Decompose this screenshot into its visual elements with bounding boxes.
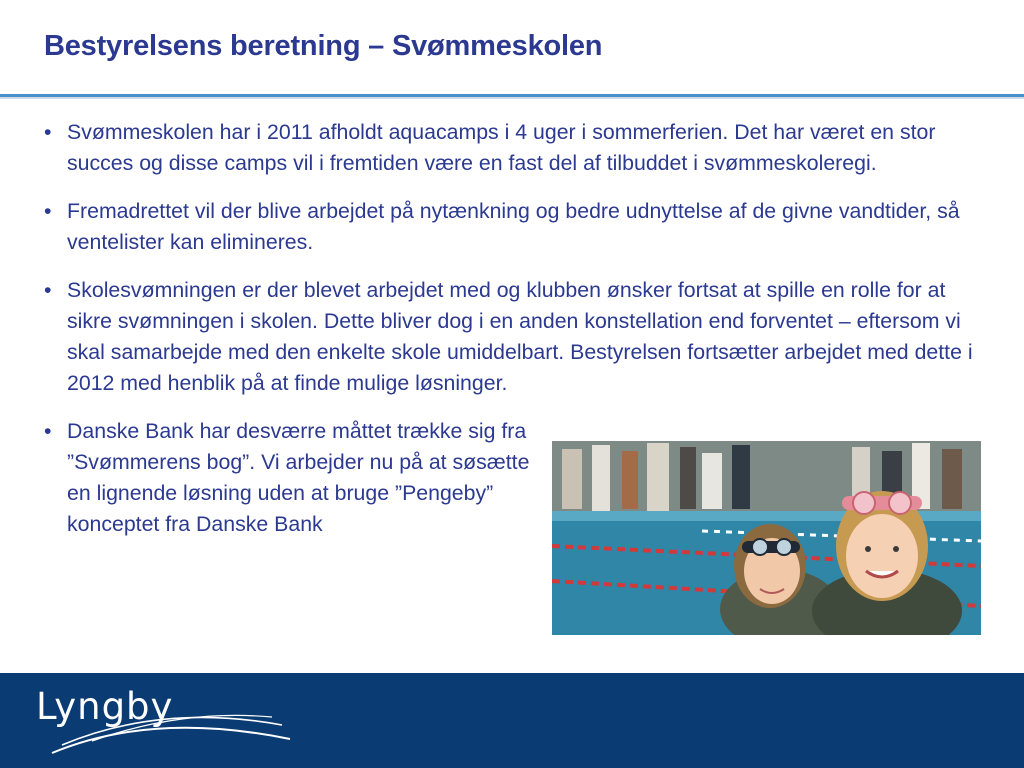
bullet-item-skolesvomning: • Skolesvømningen er der blevet arbejdet med og klubben ønsker fortsat at spille en rolle for at sikre svømningen i skolen. Dette bliver dog i en anden konstellation end forventet – eftersom vi skal samarbejde med den enkelte skole umiddelbart. Bestyrelsen fortsætter arbejdet med dette i 2012 med henblik på at finde mulige løsninger. [44,275,984,399]
slide-title: Bestyrelsens beretning – Svømmeskolen [44,30,603,62]
lyngby-logo [32,681,302,763]
bullet-item-vandtider: • Fremadrettet vil der blive arbejdet på nytænkning og bedre udnyttelse af de givne vandtider, så ventelister kan elimineres. [44,196,984,258]
title-divider-shadow [0,97,1024,99]
logo-wave-icon [32,681,302,763]
bullet-item-danske-bank: • Danske Bank har desværre måttet trække sig fra ”Svømmerens bog”. Vi arbejder nu på at søsætte en lignende løsning uden at bruge ”Pengeby” konceptet fra Danske Bank [44,416,554,540]
bullet-item-aquacamps: • Svømmeskolen har i 2011 afholdt aquacamps i 4 uger i sommerferien. Det har været en stor succes og disse camps vil i fremtiden være en fast del af tilbuddet i svømmeskoleregi. [44,117,984,179]
footer-bar [0,673,1024,768]
swimming-photo [552,441,981,635]
photo-illustration [552,441,981,635]
logo-text: Lyngby [36,685,174,728]
